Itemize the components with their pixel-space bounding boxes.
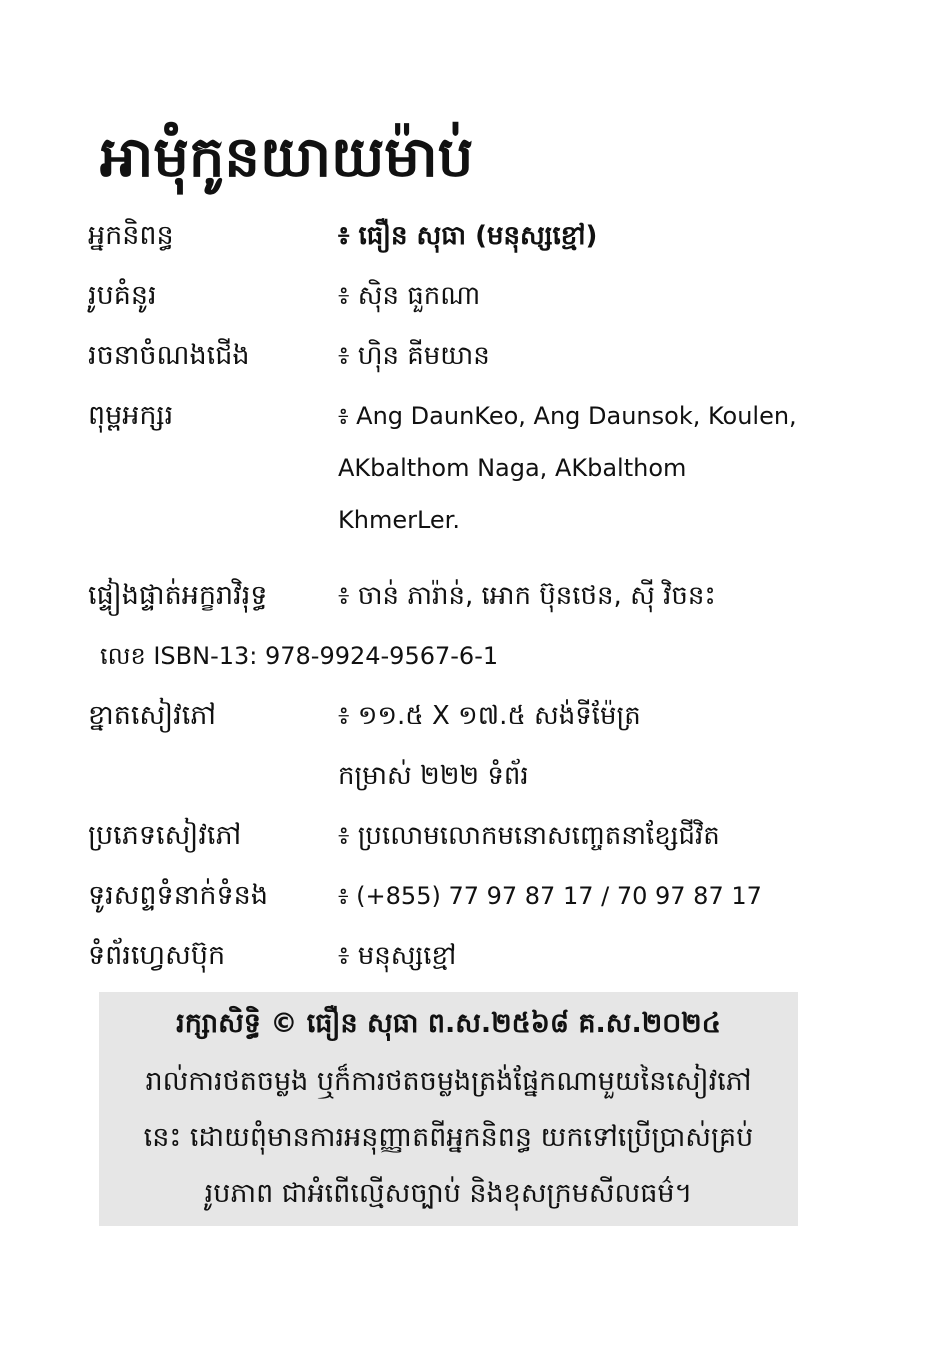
proofread-label: ផ្ទៀងផ្ទាត់អក្ខរាវិរុទ្ធ xyxy=(88,580,268,611)
copyright-text-line-3: រូបភាព ជាអំពើល្មើសច្បាប់ និងខុសក្រមសីលធម៌។ xyxy=(204,1178,693,1209)
illustrator-label: រូបគំនូរ xyxy=(88,280,157,311)
book-size-value: ៖ ១១.៥ X ១៧.៥ សង់ទីម៉ែត្រ xyxy=(338,701,641,731)
isbn-line: លេខ ISBN-13: 978-9924-9567-6-1 xyxy=(100,642,499,670)
proofread-value: ៖ ចាន់ ភារ៉ាន់, អោក ប៊ុនថេន, ស៊ី វិចនះ xyxy=(338,581,716,611)
facebook-label: ទំព័រហ្វេសប៊ុក xyxy=(88,940,226,971)
page-title: អាមុំកូនយាយម៉ាប់ xyxy=(100,125,474,190)
author-value: ៖ ធឿន សុធា (មនុស្សខ្មៅ) xyxy=(338,221,598,251)
copyright-text-line-1: រាល់ការថតចម្លង ឬក៏ការថតចម្លងត្រង់ផ្នែកណាមួយនៃសៀវភៅ xyxy=(145,1066,752,1097)
copyright-heading: រក្សាសិទ្ធិ © ធឿន សុធា ព.ស.២៥៦៨ គ.ស.២០២៤ xyxy=(176,1008,721,1039)
genre-label: ប្រភេទសៀវភៅ xyxy=(88,820,242,851)
facebook-value: ៖ មនុស្សខ្មៅ xyxy=(338,941,457,971)
title-design-label: រចនាចំណងជើង xyxy=(88,340,250,371)
fonts-label: ពុម្ពអក្សរ xyxy=(88,400,174,431)
genre-value: ៖ ប្រលោមលោកមនោសញ្ចេតនាខ្សែជីវិត xyxy=(338,821,720,851)
fonts-value-line-3: KhmerLer. xyxy=(338,506,460,534)
phone-value: ៖ (+855) 77 97 87 17 / 70 97 87 17 xyxy=(338,882,762,910)
phone-label: ទូរសព្ទទំនាក់ទំនង xyxy=(88,880,268,911)
copyright-box xyxy=(99,992,798,1226)
page-count-value: កម្រាស់ ២២២ ទំព័រ xyxy=(338,761,529,791)
fonts-value-line-2: AKbalthom Naga, AKbalthom xyxy=(338,454,687,482)
illustrator-value: ៖ ស៊ិន ធួកណា xyxy=(338,281,481,311)
book-size-label: ខ្នាតសៀវភៅ xyxy=(88,700,217,731)
author-label: អ្នកនិពន្ធ xyxy=(88,220,174,251)
fonts-value-line-1: ៖ Ang DaunKeo, Ang Daunsok, Koulen, xyxy=(338,402,797,430)
copyright-text-line-2: នេះ ដោយពុំមានការអនុញ្ញាតពីអ្នកនិពន្ធ យកទៅប្រើប្រាស់គ្រប់ xyxy=(143,1122,754,1153)
title-design-value: ៖ ហ៊ិន គីមយាន xyxy=(338,341,490,371)
